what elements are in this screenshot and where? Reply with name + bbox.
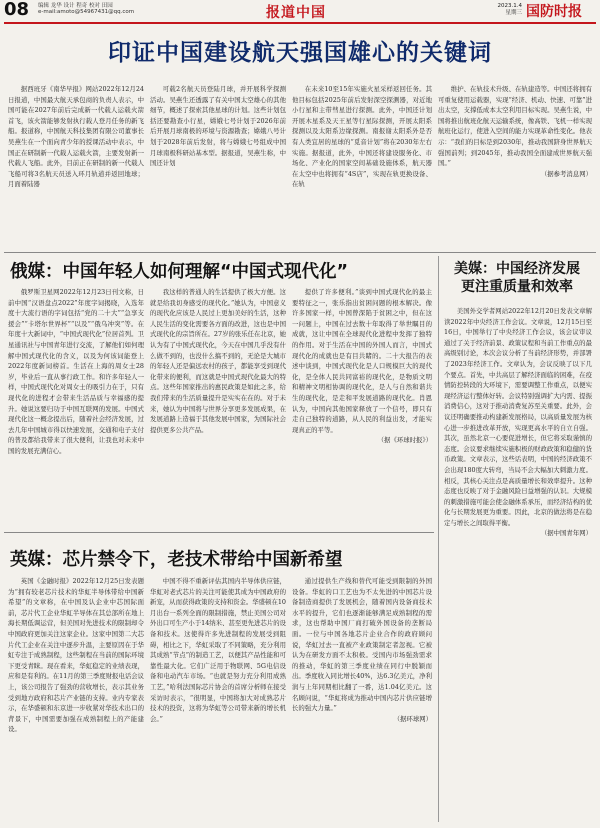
us-credit: （据中国青年网） xyxy=(540,529,592,538)
uk-col1-text: 英国《金融时报》2022年12月25日发表题为“拥有较老芯片技术的华虹半导体带给中国新希望”的文章称，在中国及认企业中芯国际面前，芯片代工企业华虹半导体在其总部所在地上海长期低调运营，但美国对先进技术的限制却令中国政府更加关注这家企业。这家中国第二大芯片代工企业在关注中逐步升温，主要原因在于华虹专注于成熟制程，这些制程在当前的国际环境下更受青睐。现在看来，华虹稳定的业绩表现，应和是有利的。在11月的第三季度财报电话会议上，该公司报告了强劲的营收增长，表示其业务受到地方政府和芯片产业链的支持。业内专家表示，在华盛顿和东京进一步收紧对华技术出口的背景下，中国需要加强在成熟制程上的产能建设。 xyxy=(8,577,144,734)
russia-col-3 xyxy=(292,287,432,527)
section-title: 报道中国 xyxy=(266,5,326,21)
divider-lead xyxy=(4,252,596,253)
uk-headline: 英媒：芯片禁令下，老技术带给中国新希望 xyxy=(10,550,343,570)
us-headline-line-2: 更注重质量和效率 xyxy=(461,279,573,295)
uk-col-2 xyxy=(150,576,286,824)
lead-article-col-3 xyxy=(292,84,432,246)
newspaper-logo: 国防时报 xyxy=(526,4,582,20)
page-number: 08 xyxy=(4,0,30,20)
lead-col2-text: 可载2名航天员登陆月球，并开展科学探测活动。吴燕生还透露了有关中国太空雄心的其他细节，概述了探索其他星球的计划。这些计划包括还要勘查小行星，嫦娥七号计划于2026年前后开展月球南极的环境与资源勘查；嫦娥八号计划于2028年前后发射，将与嫦娥七号组成中国月球南极科研站基本型。据报道，吴燕生称，中国还计划 xyxy=(150,85,286,168)
russia-col1-text: 俄罗斯卫星网2022年12月23日刊文称，日前中国“汉语盘点2022”年度字词揭晓，入选年度十大流行语的字词包括“党的二十大”“急享支援会”“卡塔尔世界杯”“以及”“俄乌冲突”等。在年度十大新词中，“中国式现代化”位居首列。卫星通讯社与中国青年进行交流，了解他们如何理解中国式现代化的含义，以及为何该词能登上2022年度新词榜首。生活在上海的周女士28岁，毕业后一直从事行政工作。和许多年轻人一样，中国式现代化对周女士的吸引力在于，只有现代化的进程才会带来生活品质与幸福感的提升。她说这要归功于中国互联网的发展。中国式现代化这一概念提出后，随着社会经济发展，过去几年中国城市得以快速发展，交通和电子支付的普及都给我带来了很大便利，让我也对未来中国的发展充满信心。 xyxy=(8,288,144,455)
lead-article-col-2 xyxy=(150,84,286,246)
editor-line: 编辑 龙华 设计 程奇 校对 田园 xyxy=(38,3,113,9)
uk-col-3 xyxy=(292,576,432,824)
column-divider xyxy=(438,256,439,822)
russia-credit: （据《环球时报》） xyxy=(377,436,432,445)
main-headline: 印证中国建设航天强国雄心的关键词 xyxy=(108,40,492,66)
issue-date xyxy=(488,3,522,17)
lead-col4-text: 维护、在轨技术升级、在轨建造等。中国还将拥有可重复使用运载器，实现“经济、机动、快速、可靠”进出太空，支撑低成本太空利用目标实现。吴燕生说，中国将推出航班化航天运输系统，像高铁、飞机一样实现航班化运行，使进入空间的能力实现革命性变化。他表示：“我们的目标是到2030年，推动我国跻身世界航天强国前列；到2045年，推动我国全面建成世界航天强国。” xyxy=(438,85,592,168)
russia-headline: 俄媒：中国年轻人如何理解“中国式现代化” xyxy=(10,262,349,282)
uk-col3-text: 通过提供生产线和替代可能受到限制的外国设备。华虹的口工艺也为不太先进的中国芯片设备制造商提供了发展机会，随着国内设备商技术水平的提升，它们也逐渐能够满足成熟制程的需求，这也帮助中国厂商打破外国设备的垄断局面。一位与中国各地芯片企业合作的政府顾问说，华虹过去一直被产业政策制定者忽视。它被认为在研发方面不太积极。受国内市场强劲需求的推动，华虹的第三季度业绩在同行中脱颖而出。季度收入同比增长40%，达6.3亿美元，净利润与上年同期相比翻了一番，达1.04亿美元。这名顾问说，“华虹将成为推动中国内芯片供应链增长的强大力量。” xyxy=(292,577,432,713)
lead-col1-text: 据西班牙《南华早报》网站2022年12月24日报道，中国最大航天承包商的负责人表示，中国可能在2027年前后完成新一代载人运载火箭首飞，该火箭能够发射执行载人登月任务的新飞船。报道称，中国航天科技集团有限公司董事长吴燕生在一个面向青少年的授课活动中表示，中国正在研制新一代载人运载火箭，主要发射新一代载人飞船。此外，目前正在研制的新一代载人飞船可将3名航天员送入环月轨道并返回地球；月面着陆器 xyxy=(8,85,144,189)
lead-article-col-1 xyxy=(8,84,144,246)
us-body-text: 美国外交学者网站2022年12月20日发表文章解读2022年中央经济工作会议。文章说，12月15日至16日，中国举行了中央经济工作会议，该会议审议通过了关于经济前景、政策议程和当前工作重点的最高级别讨论，本次会议分析了当前经济形势，并部署了2023年经济工作。文章认为，会议反映了以下几个要点。首先，中共高层了解经济面临的困难，在疫情防控转段的大环境下，需要调整工作重点，以便实现经济运行整体好转。会议特别强调扩大内需、提振消费信心，这对于推动消费复苏至关重要。此外，会议还明确要推动构建新发展格局，以高质量发展为核心进一步推进改革开放，实现更高水平的自立自强。其次，虽然北京一心要促进增长，但它将采取谨慎的态度。会议要求继续实施积极的财政政策和稳健的货币政策。文章表示，这些话表明，中国的经济政策不会出现180度大转弯，当局不会大幅加大刺激力度。相反，其核心关注点是高质量增长和效率提升。这种态度也反映了对于金融风险日益增强的认识。大规模的刺激措施可能会使金融体系承压，而经济结构的优化与长期发展更为重要。因此，北京的做法将是在稳定与增长之间取得平衡。 xyxy=(444,307,592,527)
russia-col2-text: 我这样的普通人的生活提供了极大方便。这就是给我切身感受的现代化。”她认为，中国意义的现代化应该是人民过上更加美好的生活，这种人民生活的变化需要各方面的改进，这也是中国式现代化的宗旨所在。27岁的张乐任在北京，她认为有了中国式现代化，今天在中国几乎没有什么做不到的，也没什么搞不到的，无论是大城市的年轻人还是偏远农村的孩子，都能享受到现代化带来的便利，而这就是中国式现代化最大的特点。这些年国家推出的惠民政策是如此之多，给我们带来的生活质量提升是实实在在的。对于未来，她认为中国将与世界分享更多发展成果，在发展道路上造福于其他发展中国家，为国际社会提供更多公共产品。 xyxy=(150,288,286,434)
header-divider xyxy=(4,22,596,24)
lead-credit: （据参考消息网） xyxy=(540,169,592,178)
uk-credit: （据环球网） xyxy=(393,714,432,723)
date-text: 2023.1.4 xyxy=(497,3,522,9)
russia-col-1 xyxy=(8,287,144,523)
uk-col2-text: 中国不得不重新评估其国内半导体供应链，华虹对老式芯片的关注可能使其成为中国政府的新宠，从而获得政策的支持和资金。华盛顿在10月出台一系列全面的限制措施，禁止美国公司对外出口可生产小于14纳米、甚至更先进芯片的设备和技术。这使得许多先进制程的发展受到阻碍，相比之下，华虹采取了不同策略，充分利用其成熟“节点”的制造工艺，以便其产品性能和可靠性最大化。它们广泛用于物联网、5G电信设备和电动汽车市场。“也就是努力充分利用成熟工艺，”哈利法国际芯片协会的首席分析师在接受采访时表示，“很明显，中国将加大对成熟芯片技术的投资，这将为华虹等公司带来新的增长机会。” xyxy=(150,577,286,723)
divider-russia xyxy=(4,532,434,533)
us-headline xyxy=(442,260,592,296)
us-headline-line-1: 美媒：中国经济发展 xyxy=(454,261,580,277)
lead-col3-text: 在未来10至15年实施火星采样返回任务。其他目标包括2025年前后发射深空探测器，对近地小行星和主带彗星进行探测。此外，中国还计划开展木星系及天王星等行星际探测，开展太阳系探测以及太阳系边缘探测。南报谢太阳系外是否有人类宜居的星球的“觅音计划”将在2030年左右实施。据报道，此外，中国还将建设服务化、市场化、产业化的国家空间基础设施体系，航天器在太空中也将拥有“4S店”，实现在轨更换设备、在轨 xyxy=(292,85,432,189)
us-article-body xyxy=(444,306,592,822)
editor-credits xyxy=(38,3,134,15)
lead-article-col-4 xyxy=(438,84,592,250)
uk-col-1 xyxy=(8,576,144,824)
weekday-text: 星期三 xyxy=(505,10,522,16)
page-header xyxy=(4,0,596,22)
russia-col-2 xyxy=(150,287,286,523)
email-line: e-mail:amoto@54967431@qq.com xyxy=(38,9,135,15)
russia-col3-text: 提供了许多便利。”谈到中国式现代化的最主要特征之一，张乐指出贫困问题的根本解决。像许多国家一样，中国曾深陷于贫困之中，但在这一问题上，中国在过去数十年取得了举世瞩目的成就，这让中国在全球现代化进程中发挥了独特的作用。对于生活在中国的外国人而言，中国式现代化的成就也是有目共睹的。二十大报告的表述中谈到，中国式现代化是人口规模巨大的现代化，是全体人民共同富裕的现代化，是物质文明和精神文明相协调的现代化，是人与自然和谐共生的现代化，是走和平发展道路的现代化。肖恩认为，中国向其他国家释放了一个信号，即只有走自己独特的道路，从人民的利益出发，才能实现真正的平等。 xyxy=(292,288,432,434)
